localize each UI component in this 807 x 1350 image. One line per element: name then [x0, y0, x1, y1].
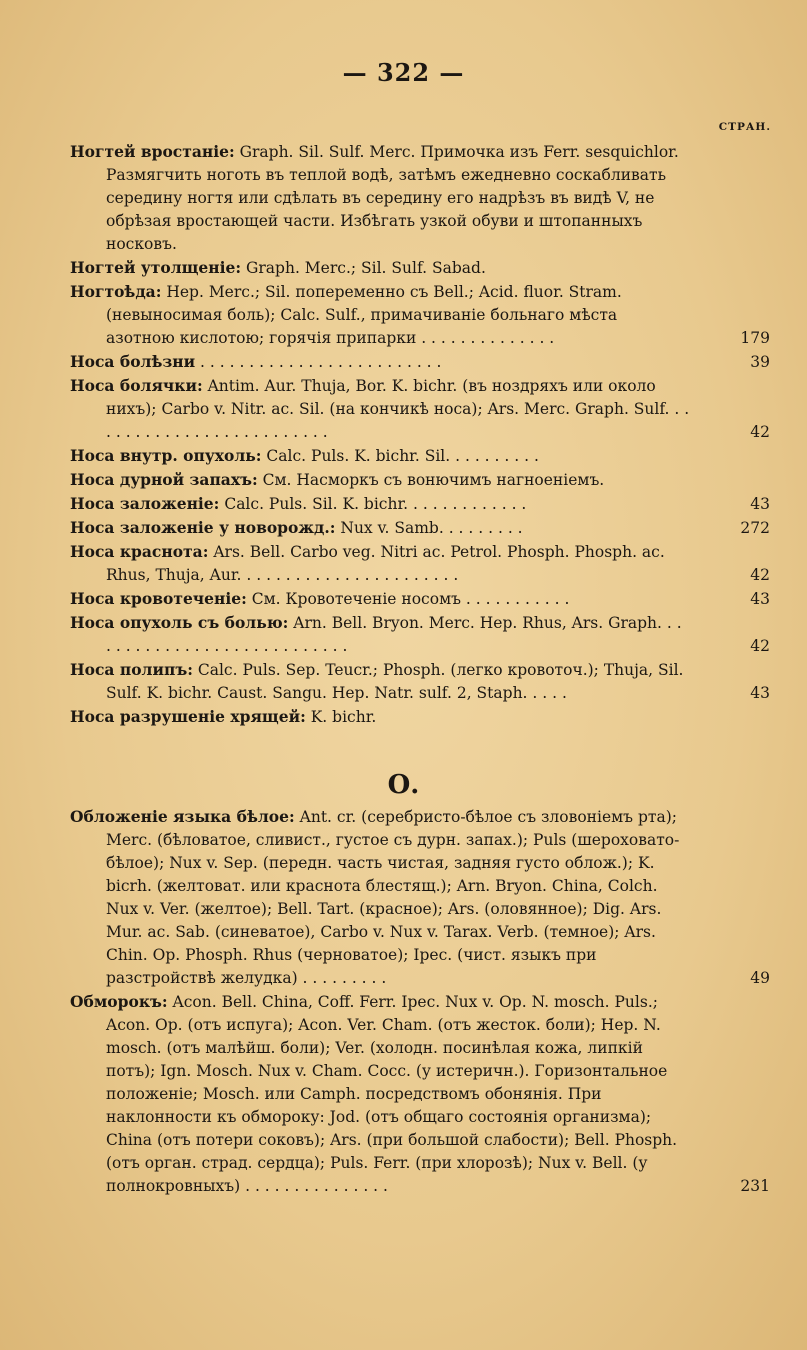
- index-entry: [70, 805, 770, 990]
- entry-heading: Обморокъ:: [70, 992, 168, 1011]
- entry-page-ref: 179: [740, 329, 770, 347]
- entry-page-ref: 49: [750, 969, 770, 987]
- entry-text: Arn. Bell. Bryon. Merc. Hep. Rhus, Ars. Graph. . . . . . . . . . . . . . . . . . . . . . . . . . . .: [106, 614, 682, 655]
- entry-heading: Обложеніе языка бѣлое:: [70, 807, 295, 826]
- entry-heading: Носа краснота:: [70, 542, 209, 561]
- index-entry: [70, 444, 770, 468]
- entry-text: См. Кровотеченіе носомъ . . . . . . . . . . .: [246, 590, 570, 608]
- page-column-label: СТРАН.: [718, 121, 771, 133]
- index-entry: [70, 280, 770, 350]
- index-entry: [70, 587, 770, 611]
- entry-text: . . . . . . . . . . . . . . . . . . . . . . . . .: [195, 353, 442, 371]
- entry-text: Antim. Aur. Thuja, Bor. K. bichr. (въ ноздряхъ или около нихъ); Carbo v. Nitr. ac. Sil. (на кончикѣ носа); Ars. Merc. Graph. Sulf. . . . . . . . . . . . . . . . . . . . . . . . . .: [106, 377, 690, 441]
- index-entry: [70, 256, 770, 280]
- index-entry: [70, 140, 770, 256]
- entry-heading: Носа опухоль съ болью:: [70, 613, 289, 632]
- entry-text: Calc. Puls. Sep. Teucr.; Phosph. (легко кровоточ.); Thuja, Sil. Sulf. K. bichr. Caust. Sangu. Hep. Natr. sulf. 2, Staph. . . . .: [106, 661, 684, 702]
- entry-text: Ars. Bell. Carbo veg. Nitri ac. Petrol. Phosph. Phosph. ac. Rhus, Thuja, Aur. . . . . . . . . . . . . . . . . . . . . . .: [106, 543, 665, 584]
- entry-text: Calc. Puls. Sil. K. bichr. . . . . . . . . . . . .: [219, 495, 527, 513]
- index-section-n: [70, 140, 770, 729]
- section-letter: О.: [387, 770, 420, 800]
- entry-heading: Ногтей утолщеніе:: [70, 258, 242, 277]
- entry-heading: Носа заложеніе у новорожд.:: [70, 518, 336, 537]
- entry-heading: Носа заложеніе:: [70, 494, 220, 513]
- entry-heading: Носа полипъ:: [70, 660, 193, 679]
- entry-page-ref: 43: [750, 590, 770, 608]
- entry-text: Ant. cr. (серебристо-бѣлое съ зловоніемъ рта); Merc. (бѣловатое, сливист., густое съ дурн. запах.); Puls (шероховато-бѣлое); Nux v. Sep. (передн. часть чистая, задняя густо облож.); K. bicrh. (желтоват. или краснота блестящ.); Arn. Bryon. China, Colch. Nux v. Ver. (желтое); Bell. Tart. (красное); Ars. (оловянное); Dig. Ars. Mur. ac. Sab. (синеватое), Carbo v. Nux v. Tarax. Verb. (темное); Ars. Chin. Op. Phosph. Rhus (черноватое); Ipec. (чист. языкъ при разстройствѣ желудка) . . . . . . . . .: [106, 808, 680, 987]
- entry-text: Calc. Puls. K. bichr. Sil. . . . . . . . . .: [261, 447, 539, 465]
- entry-page-ref: 272: [740, 519, 770, 537]
- index-entry: [70, 350, 770, 374]
- entry-text: Nux v. Samb. . . . . . . . .: [335, 519, 523, 537]
- entry-page-ref: 42: [750, 423, 770, 441]
- entry-heading: Носа внутр. опухоль:: [70, 446, 262, 465]
- entry-heading: Ногтей вростаніе:: [70, 142, 235, 161]
- entry-text: Graph. Sil. Sulf. Merc. Примочка изъ Ferr. sesquichlor. Размягчить ноготь въ теплой водѣ, затѣмъ ежедневно соскабливать середину ногтя или сдѣлать въ середину его надрѣзъ въ видѣ V, не обрѣзая вростающей части. Избѣгать узкой обуви и штопанныхъ носковъ.: [106, 143, 679, 253]
- entry-page-ref: 231: [740, 1177, 770, 1195]
- index-entry: [70, 705, 770, 729]
- entry-heading: Ногтоѣда:: [70, 282, 162, 301]
- entry-text: Hep. Merc.; Sil. попеременно съ Bell.; Acid. fluor. Stram. (невыносимая боль); Calc. Sulf., примачиваніе больнаго мѣста азотною кислотою; горячія припарки . . . . . . . . . . . . . .: [106, 283, 622, 347]
- entry-text: См. Насморкъ съ вонючимъ нагноеніемъ.: [257, 471, 605, 489]
- entry-page-ref: 43: [750, 684, 770, 702]
- entry-text: Acon. Bell. China, Coff. Ferr. Ipec. Nux v. Op. N. mosch. Puls.; Acon. Op. (отъ испуга); Acon. Ver. Cham. (отъ жесток. боли); Hep. N. mosch. (отъ малѣйш. боли); Ver. (холодн. посинѣлая кожа, липкій потъ); Ign. Mosch. Nux v. Cham. Cocc. (у истеричн.). Горизонтальное положеніе; Mosch. или Camph. посредствомъ обонянія. При наклонности къ обмороку: Jod. (отъ общаго состоянія организма); China (отъ потери соковъ); Ars. (при большой слабости); Bell. Phosph. (отъ орган. страд. сердца); Puls. Ferr. (при хлорозѣ); Nux v. Bell. (у полнокровныхъ) . . . . . . . . . . . . . . .: [106, 993, 678, 1195]
- entry-heading: Носа болячки:: [70, 376, 203, 395]
- index-entry: [70, 658, 770, 705]
- entry-text: Graph. Merc.; Sil. Sulf. Sabad.: [241, 259, 486, 277]
- index-entry: [70, 611, 770, 658]
- entry-heading: Носа дурной запахъ:: [70, 470, 258, 489]
- page-number: — 322 —: [342, 58, 465, 87]
- entry-page-ref: 42: [750, 637, 770, 655]
- index-entry: [70, 540, 770, 587]
- entry-text: K. bichr.: [305, 708, 377, 726]
- index-entry: [70, 374, 770, 444]
- entry-heading: Носа разрушеніе хрящей:: [70, 707, 306, 726]
- index-entry: [70, 516, 770, 540]
- index-entry: [70, 468, 770, 492]
- entry-page-ref: 39: [750, 353, 770, 371]
- index-section-o: [70, 805, 770, 1198]
- index-entry: [70, 492, 770, 516]
- index-entry: [70, 990, 770, 1198]
- entry-heading: Носа болѣзни: [70, 352, 196, 371]
- entry-page-ref: 42: [750, 566, 770, 584]
- entry-heading: Носа кровотеченіе:: [70, 589, 247, 608]
- entry-page-ref: 43: [750, 495, 770, 513]
